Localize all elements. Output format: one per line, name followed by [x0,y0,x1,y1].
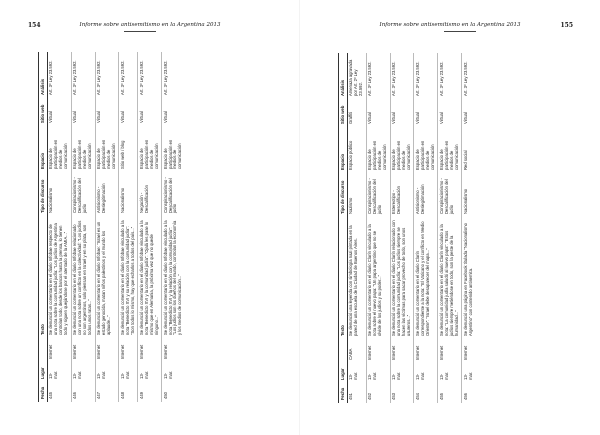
col-header: Fecha [39,382,48,402]
table-row [95,52,119,402]
cell-analisis: Art. 3º Ley 23.592. [391,61,397,96]
col-header [339,339,348,363]
cell-lugar: 13-mar. [138,370,149,379]
cell-fecha: 456 [462,393,468,400]
cell-fecha: 451 [348,393,354,400]
cell-texto: Se denunció un comentario en el diario Infobae: "Israel es un estado genocida, matan niños palestinos y el mundo los aplaude..." [96,221,111,335]
cell-fecha: 454 [414,393,420,400]
table-row [119,52,138,402]
rotated-table-wrapper [38,52,268,402]
table-row [438,53,462,403]
header-rule [124,31,156,32]
cell-tipo: Nacionalismo [462,188,468,214]
col-header: Texto [339,217,348,339]
cell-analisis: Art. 3º Ley 23.592. [414,61,420,96]
cell-lugar: 13-mar. [119,370,130,379]
page-number: 155 [560,22,573,29]
cell-espacio: Espacio de participación en medios de comunicación [162,139,183,169]
cell-medio: Internet [48,344,54,359]
cell-sitio: Virtual [367,112,373,124]
cell-medio: Internet [367,345,373,360]
table-row [390,53,414,403]
cell-texto: Se denunció un comentario en el diario Clarín correspondiente a la nota: "El Vaticano y el conflicto en Medio Oriente": "Israel debe desaparecer del mapa..." [414,221,430,336]
cell-espacio: Red social [462,150,468,170]
cell-tipo: Nacionalismo [48,187,54,213]
cell-espacio: Espacio de participación en medios de comunicación [367,140,388,170]
header-rule [444,31,476,32]
col-header: Sitio web [339,99,348,127]
cell-tipo: Antisionismo - Deslegitimación [96,183,107,213]
cell-lugar: 13-mar. [48,370,59,379]
table-row [414,53,438,403]
cell-sitio: Virtual [96,111,102,123]
page-number: 154 [28,22,41,29]
col-header: Texto [39,216,48,338]
cell-lugar: 13-mar. [414,371,425,380]
cell-tipo: Nazismo [348,197,354,214]
cell-medio: Internet [96,344,102,359]
cell-lugar: 13-mar. [367,371,378,380]
cell-fecha: 452 [367,393,373,400]
cell-texto: Se denunció una página en Facebook titulada "Nacionalismo Argentino" con contenido antisemita. [462,223,473,336]
table-row [462,53,475,403]
cell-tipo: Nacionalismo [119,187,125,213]
cell-texto: Se denunció un comentario en el diario Infobae vinculado a la nota "Benedicto XVI y la relación con la comunidad judía": "Los judíos son los dueños del mundo, controlan la economía y los medios de comunicación..." [162,220,183,335]
col-header: Espacio [39,126,48,172]
cell-espacio: Espacio de participación en medios de comunicación [96,139,116,169]
cell-analisis: Art. 3º Ley 23.592. [367,61,373,96]
running-head: Informe sobre antisemitismo en la Argentina 2013 [379,22,521,28]
col-header: Espacio [339,127,348,173]
cell-tipo: Negación - Descalificación [138,185,149,213]
cell-fecha: 446 [72,392,78,399]
cell-analisis: Amenaza agravada por Art. 2º Ley 23.592. [348,59,364,96]
cell-fecha: 447 [96,392,102,399]
running-head: Informe sobre antisemitismo en la Argentina 2013 [79,22,221,28]
table-row [47,52,71,402]
col-header: Tipo de discurso [339,173,348,217]
cell-espacio: Espacio público [348,140,354,170]
cell-medio: Internet [414,345,420,360]
cell-medio: Internet [391,345,397,360]
cell-texto: Se denunció un comentario en el diario Clarín vinculado a la nota: "La comunidad judía saludó al nuevo papa": "Estos judíos siempre metiéndose en todo, son la peste de la humanidad..." [438,224,459,336]
cell-medio: Internet [119,344,125,359]
cell-analisis: Art. 3º Ley 23.592. [162,60,168,95]
table-row [347,53,366,403]
table-row [162,52,185,402]
incidents-table [38,52,185,402]
cell-fecha: 449 [138,392,144,399]
cell-medio: Internet [462,345,468,360]
cell-sitio: Virtual [438,112,444,124]
cell-texto: Se denunció un comentario en el diario Infobae vinculado a la nota "Benedicto XVI y su relación con la comunidad judía": "Son todos lo mismo, hay que echarlos a todos del país..." [119,220,135,335]
cell-lugar: 13-mar. [96,370,107,379]
cell-analisis: Art. 3º Ley 23.592. [438,61,444,96]
col-header: Sitio web [39,98,48,126]
incidents-table [338,53,475,403]
cell-sitio: Virtual [138,111,144,123]
cell-lugar: 13-mar. [391,371,402,380]
cell-sitio: Graffiti [348,111,354,124]
cell-fecha: 453 [391,393,397,400]
cell-sitio: Virtual [414,112,420,124]
table-row [71,52,95,402]
cell-espacio: Espacio de participación en medios de comunicación [72,139,93,169]
cell-lugar: 13-mar. [348,371,359,380]
cell-fecha: 448 [119,392,125,399]
cell-texto: Se denunció un comentario en el diario Clarín vinculado a la nota sobre el nuevo papa: "Un papa argentino que no se olvide de los judíos y su poder..." [367,224,383,336]
cell-medio: CABA [348,348,354,360]
cell-tipo: Estereotipo - Descalificación [391,186,402,214]
cell-texto: Se denunció un comentario en el diario Infobae respecto de una nota sobre la comunidad judía: "Los judíos de Argentina controlan todo, desde los bancos hasta la prensa, lo tienen todo y siguen quejándose por el atentado de la AMIA..." [48,223,69,335]
cell-espacio: Espacio de participación en medios de comunicación [48,139,69,169]
cell-analisis: Art. 3º Ley 23.592. [138,60,144,95]
cell-tipo: Conspiracionismo - Descalificación del judío [367,178,383,214]
cell-texto: Se denunció un comentario en el diario Infobae vinculado a la nota "Benedicto XVI y la comunidad judía": "Ojalá les pase lo mismo que en Alemania, la próxima vez que no quede ninguno..." [138,220,159,335]
rotated-table-wrapper [338,53,568,403]
col-header: Análisis [339,53,348,99]
cell-sitio: Virtual [391,112,397,124]
cell-tipo: Conspiracionismo - Descalificación del judío [162,177,178,213]
cell-lugar: 13-mar. [72,370,83,379]
cell-sitio: Virtual [72,111,78,123]
cell-sitio: Virtual [162,111,168,123]
cell-medio: Internet [72,344,78,359]
table-row [366,53,390,403]
cell-espacio: Espacio de participación en medios de comunicación [138,139,159,169]
right-page [300,0,600,435]
cell-medio: Internet [138,344,144,359]
col-header: Análisis [39,52,48,98]
cell-espacio: Sitio web / blog [119,140,125,169]
cell-fecha: 445 [48,392,54,399]
cell-analisis: Art. 3º Ley 23.592. [462,61,468,96]
cell-tipo: Conspiracionismo - Descalificación del judío [438,178,454,214]
cell-sitio: Virtual [48,111,54,123]
cell-lugar: 13-mar. [438,371,449,380]
cell-espacio: Espacio de participación en medios de comunicación [438,140,459,170]
cell-lugar: 13-mar. [162,370,173,379]
col-header [39,338,48,362]
table-header-row [39,52,48,402]
col-header: Tipo de discurso [39,172,48,216]
table-row [138,52,162,402]
col-header: Fecha [339,383,348,403]
cell-analisis: Art. 3º Ley 23.592. [48,60,54,95]
cell-texto: Se denunció un comentario en el diario Infobae relacionado con una nota sobre un conflicto en la colectividad: "Los judíos no son argentinos, solo piensan en Israel y en su plata, son todos unos ratas..." [72,220,93,335]
cell-tipo: Antisionismo - Deslegitimación [414,184,425,214]
cell-tipo: Conspiracionismo - Descalificación del judío [72,177,88,213]
table-header-row [339,53,348,403]
col-header: Lugar [339,363,348,383]
cell-texto: Se denunció una leyenda con simbología nazi pintada en la pared de una escuela de la Ciudad de Buenos Aires. [348,225,359,336]
cell-analisis: Art. 3º Ley 23.592. [72,60,78,95]
cell-espacio: Espacio de participación en medios de comunicación [414,140,435,170]
cell-medio: Internet [162,344,168,359]
cell-texto: Se denunció un comentario en el diario Clarín relacionado con una nota sobre la comunidad judía: "Los judíos siempre se hacen las víctimas para sacar provecho de todo, son unos usureros..." [391,220,411,336]
cell-lugar: 13-mar. [462,371,473,380]
cell-fecha: 450 [162,392,168,399]
cell-espacio: Espacio de participación en medios de comunicación [391,140,411,170]
cell-analisis: Art. 3º Ley 23.592. [96,60,102,95]
col-header: Lugar [39,362,48,382]
cell-fecha: 455 [438,393,444,400]
cell-sitio: Virtual [462,112,468,124]
cell-analisis: Art. 3º Ley 23.592. [119,60,125,95]
cell-sitio: Virtual [119,111,125,123]
cell-medio: Internet [438,345,444,360]
